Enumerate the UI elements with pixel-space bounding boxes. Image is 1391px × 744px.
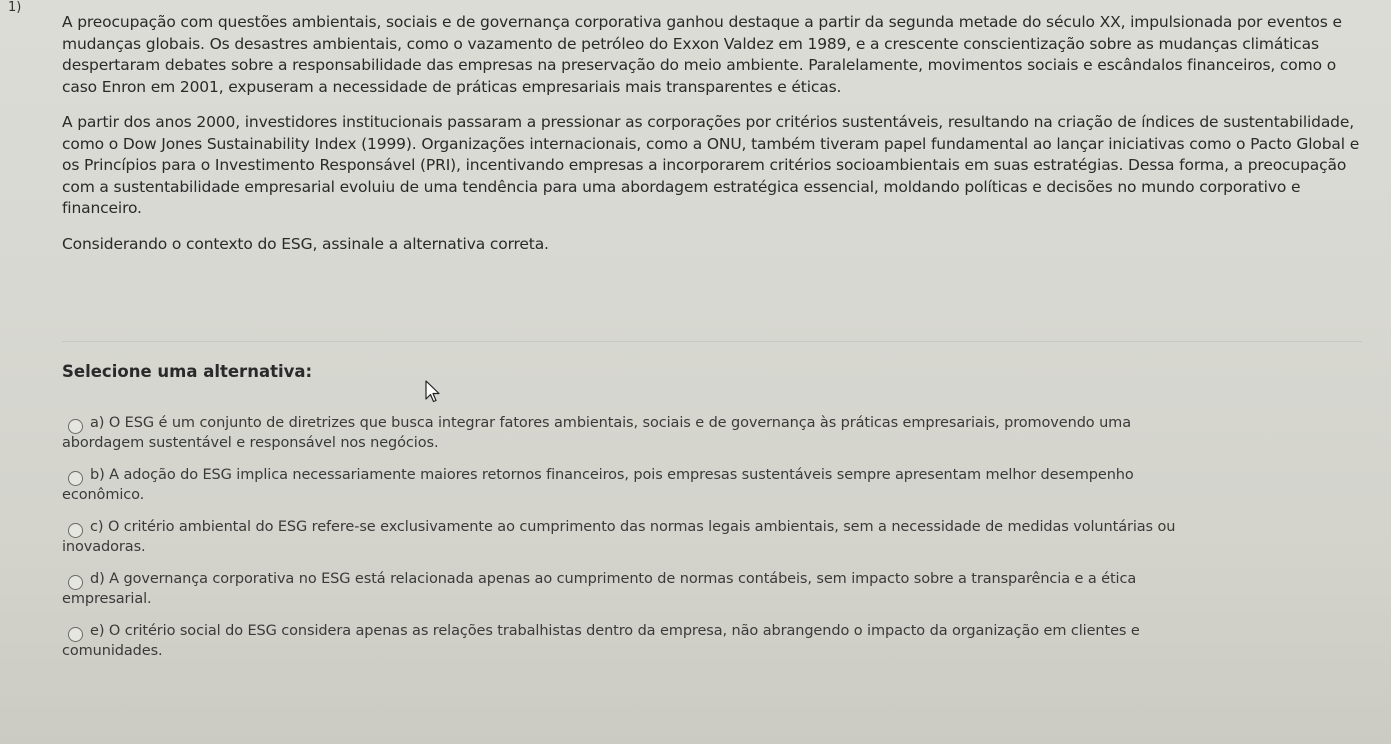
statement-instruction: Considerando o contexto do ESG, assinale a alternativa correta. (62, 234, 549, 253)
statement-paragraph-2: A partir dos anos 2000, investidores institucionais passaram a pressionar as corporações por critérios sustentáveis, resultando na criação de índices de sustentabilidade, como o Dow Jones Sustainability Index (1999). Organizações internacionais, como a ONU, também tiveram papel fundamental ao lançar iniciativas como o Pacto Global e os Princípios para o Investimento Responsável (PRI), incentivando empresas a incorporarem critérios socioambientais em suas estratégias. Dessa forma, a preocupação com a sustentabilidade empresarial evoluiu de uma tendência para uma abordagem estratégica essencial, moldando políticas e decisões no mundo corporativo e financeiro. (62, 113, 1360, 217)
question-number: 1) (8, 0, 22, 15)
question-statement (62, 12, 1362, 269)
option-d-line-1: d) A governança corporativa no ESG está relacionada apenas ao cumprimento de normas contábeis, sem impacto sobre a transparência e a ética (90, 571, 1137, 587)
statement-paragraph-1: A preocupação com questões ambientais, sociais e de governança corporativa ganhou destaque a partir da segunda metade do século XX, impulsionada por eventos e mudanças globais. Os desastres ambientais, como o vazamento de petróleo do Exxon Valdez em 1989, e a crescente conscientização sobre as mudanças climáticas despertaram debates sobre a responsabilidade das empresas na preservação do meio ambiente. Paralelamente, movimentos sociais e escândalos financeiros, como o caso Enron em 2001, expuseram a necessidade de práticas empresariais mais transparentes e éticas. (62, 13, 1342, 96)
option-c[interactable] (62, 517, 1362, 557)
option-d[interactable] (62, 569, 1362, 609)
option-b-text (62, 465, 1362, 505)
option-c-line-1: c) O critério ambiental do ESG refere-se exclusivamente ao cumprimento das normas legais ambientais, sem a necessidade de medidas voluntárias ou (90, 519, 1176, 535)
radio-button-c[interactable] (68, 523, 83, 538)
radio-button-b[interactable] (68, 471, 83, 486)
option-e-line-1: e) O critério social do ESG considera apenas as relações trabalhistas dentro da empresa, não abrangendo o impacto da organização em clientes e (90, 623, 1140, 639)
radio-button-d[interactable] (68, 575, 83, 590)
option-c-line-2: inovadoras. (62, 539, 146, 555)
radio-button-a[interactable] (68, 419, 83, 434)
section-divider (62, 341, 1362, 342)
option-d-line-2: empresarial. (62, 591, 152, 607)
option-a[interactable] (62, 413, 1362, 453)
option-e[interactable] (62, 621, 1362, 661)
option-a-line-1: a) O ESG é um conjunto de diretrizes que busca integrar fatores ambientais, sociais e de governança às práticas empresariais, promovendo uma (90, 415, 1131, 431)
select-alternative-heading: Selecione uma alternativa: (62, 362, 313, 381)
alternatives-list (62, 413, 1362, 673)
option-b[interactable] (62, 465, 1362, 505)
option-a-line-2: abordagem sustentável e responsável nos negócios. (62, 435, 439, 451)
option-b-line-2: econômico. (62, 487, 145, 503)
option-e-text (62, 621, 1362, 661)
option-a-text (62, 413, 1362, 453)
radio-button-e[interactable] (68, 627, 83, 642)
option-d-text (62, 569, 1362, 609)
option-e-line-2: comunidades. (62, 643, 163, 659)
option-c-text (62, 517, 1362, 557)
mouse-cursor-icon (425, 380, 441, 408)
option-b-line-1: b) A adoção do ESG implica necessariamente maiores retornos financeiros, pois empresas sustentáveis sempre apresentam melhor desempenho (90, 467, 1134, 483)
